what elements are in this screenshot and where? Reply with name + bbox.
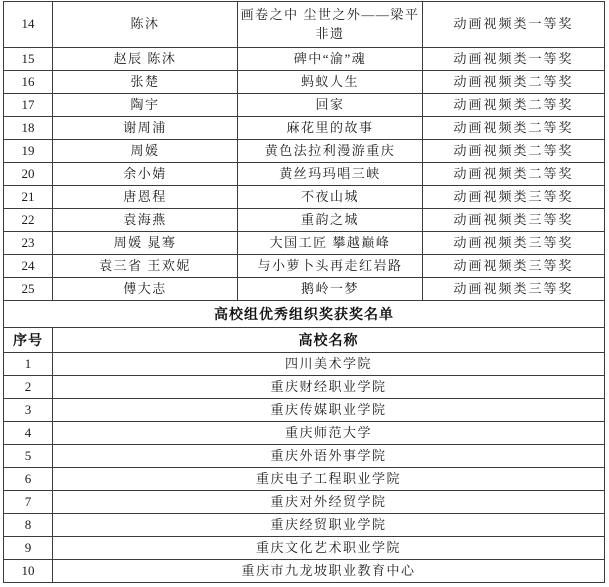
author-cell: 陶宇 [53, 94, 238, 117]
author-cell: 张楚 [53, 71, 238, 94]
work-title-cell: 大国工匠 攀越巅峰 [238, 232, 423, 255]
author-cell: 周媛 晁骞 [53, 232, 238, 255]
award-row [4, 232, 605, 255]
award-row [4, 94, 605, 117]
university-cell: 重庆传媒职业学院 [53, 399, 605, 422]
university-cell: 重庆经贸职业学院 [53, 514, 605, 537]
award-row [4, 278, 605, 301]
author-cell: 傅大志 [53, 278, 238, 301]
author-cell: 赵辰 陈沐 [53, 48, 238, 71]
award-cell: 动画视频类二等奖 [423, 94, 605, 117]
serial-cell: 15 [4, 48, 53, 71]
university-row [4, 422, 605, 445]
university-cell: 四川美术学院 [53, 353, 605, 376]
author-cell: 唐恩程 [53, 186, 238, 209]
work-title-cell: 黄丝玛玛唱三峡 [238, 163, 423, 186]
award-row [4, 117, 605, 140]
serial-cell: 23 [4, 232, 53, 255]
serial-cell: 25 [4, 278, 53, 301]
university-row [4, 353, 605, 376]
author-cell: 谢周浦 [53, 117, 238, 140]
serial-cell: 2 [4, 376, 53, 399]
serial-cell: 18 [4, 117, 53, 140]
university-cell: 重庆对外经贸学院 [53, 491, 605, 514]
serial-cell: 17 [4, 94, 53, 117]
serial-header-cell: 序号 [4, 328, 53, 353]
serial-cell: 1 [4, 353, 53, 376]
serial-cell: 4 [4, 422, 53, 445]
award-row [4, 255, 605, 278]
work-title-cell: 画卷之中 尘世之外——梁平非遗 [238, 2, 423, 48]
university-row [4, 514, 605, 537]
section-title: 高校组优秀组织奖获奖名单 [4, 301, 605, 328]
university-row [4, 537, 605, 560]
serial-cell: 14 [4, 2, 53, 48]
award-cell: 动画视频类二等奖 [423, 163, 605, 186]
author-cell: 袁三省 王欢妮 [53, 255, 238, 278]
serial-cell: 9 [4, 537, 53, 560]
award-row [4, 186, 605, 209]
work-title-cell: 鹅岭一梦 [238, 278, 423, 301]
work-title-cell: 重韵之城 [238, 209, 423, 232]
award-row [4, 140, 605, 163]
university-row [4, 399, 605, 422]
serial-cell: 24 [4, 255, 53, 278]
serial-cell: 16 [4, 71, 53, 94]
work-title-cell: 不夜山城 [238, 186, 423, 209]
award-row [4, 2, 605, 48]
serial-cell: 3 [4, 399, 53, 422]
award-cell: 动画视频类三等奖 [423, 186, 605, 209]
university-cell: 重庆文化艺术职业学院 [53, 537, 605, 560]
work-title-cell: 黄色法拉利漫游重庆 [238, 140, 423, 163]
award-cell: 动画视频类二等奖 [423, 140, 605, 163]
award-cell: 动画视频类三等奖 [423, 209, 605, 232]
award-cell: 动画视频类三等奖 [423, 255, 605, 278]
author-cell: 袁海燕 [53, 209, 238, 232]
serial-cell: 10 [4, 560, 53, 583]
serial-cell: 20 [4, 163, 53, 186]
serial-cell: 22 [4, 209, 53, 232]
award-row [4, 71, 605, 94]
work-title-cell: 与小萝卜头再走红岩路 [238, 255, 423, 278]
work-title-cell: 回家 [238, 94, 423, 117]
serial-cell: 5 [4, 445, 53, 468]
serial-cell: 19 [4, 140, 53, 163]
award-cell: 动画视频类三等奖 [423, 232, 605, 255]
award-list-table [3, 1, 605, 583]
award-cell: 动画视频类二等奖 [423, 71, 605, 94]
university-cell: 重庆外语外事学院 [53, 445, 605, 468]
university-row [4, 491, 605, 514]
section-title-row [4, 301, 605, 328]
serial-cell: 21 [4, 186, 53, 209]
work-title-cell: 碑中“渝”魂 [238, 48, 423, 71]
university-header-row [4, 328, 605, 353]
work-title-cell: 麻花里的故事 [238, 117, 423, 140]
university-cell: 重庆电子工程职业学院 [53, 468, 605, 491]
author-cell: 周媛 [53, 140, 238, 163]
serial-cell: 7 [4, 491, 53, 514]
university-cell: 重庆市九龙坡职业教育中心 [53, 560, 605, 583]
author-cell: 余小婧 [53, 163, 238, 186]
award-row [4, 48, 605, 71]
award-row [4, 209, 605, 232]
award-cell: 动画视频类三等奖 [423, 278, 605, 301]
work-title-cell: 蚂蚁人生 [238, 71, 423, 94]
award-row [4, 163, 605, 186]
serial-cell: 8 [4, 514, 53, 537]
serial-cell: 6 [4, 468, 53, 491]
author-cell: 陈沐 [53, 2, 238, 48]
award-cell: 动画视频类二等奖 [423, 117, 605, 140]
award-cell: 动画视频类一等奖 [423, 2, 605, 48]
university-name-header-cell: 高校名称 [53, 328, 605, 353]
university-cell: 重庆师范大学 [53, 422, 605, 445]
university-row [4, 445, 605, 468]
award-cell: 动画视频类一等奖 [423, 48, 605, 71]
university-row [4, 560, 605, 583]
university-cell: 重庆财经职业学院 [53, 376, 605, 399]
university-row [4, 468, 605, 491]
university-row [4, 376, 605, 399]
